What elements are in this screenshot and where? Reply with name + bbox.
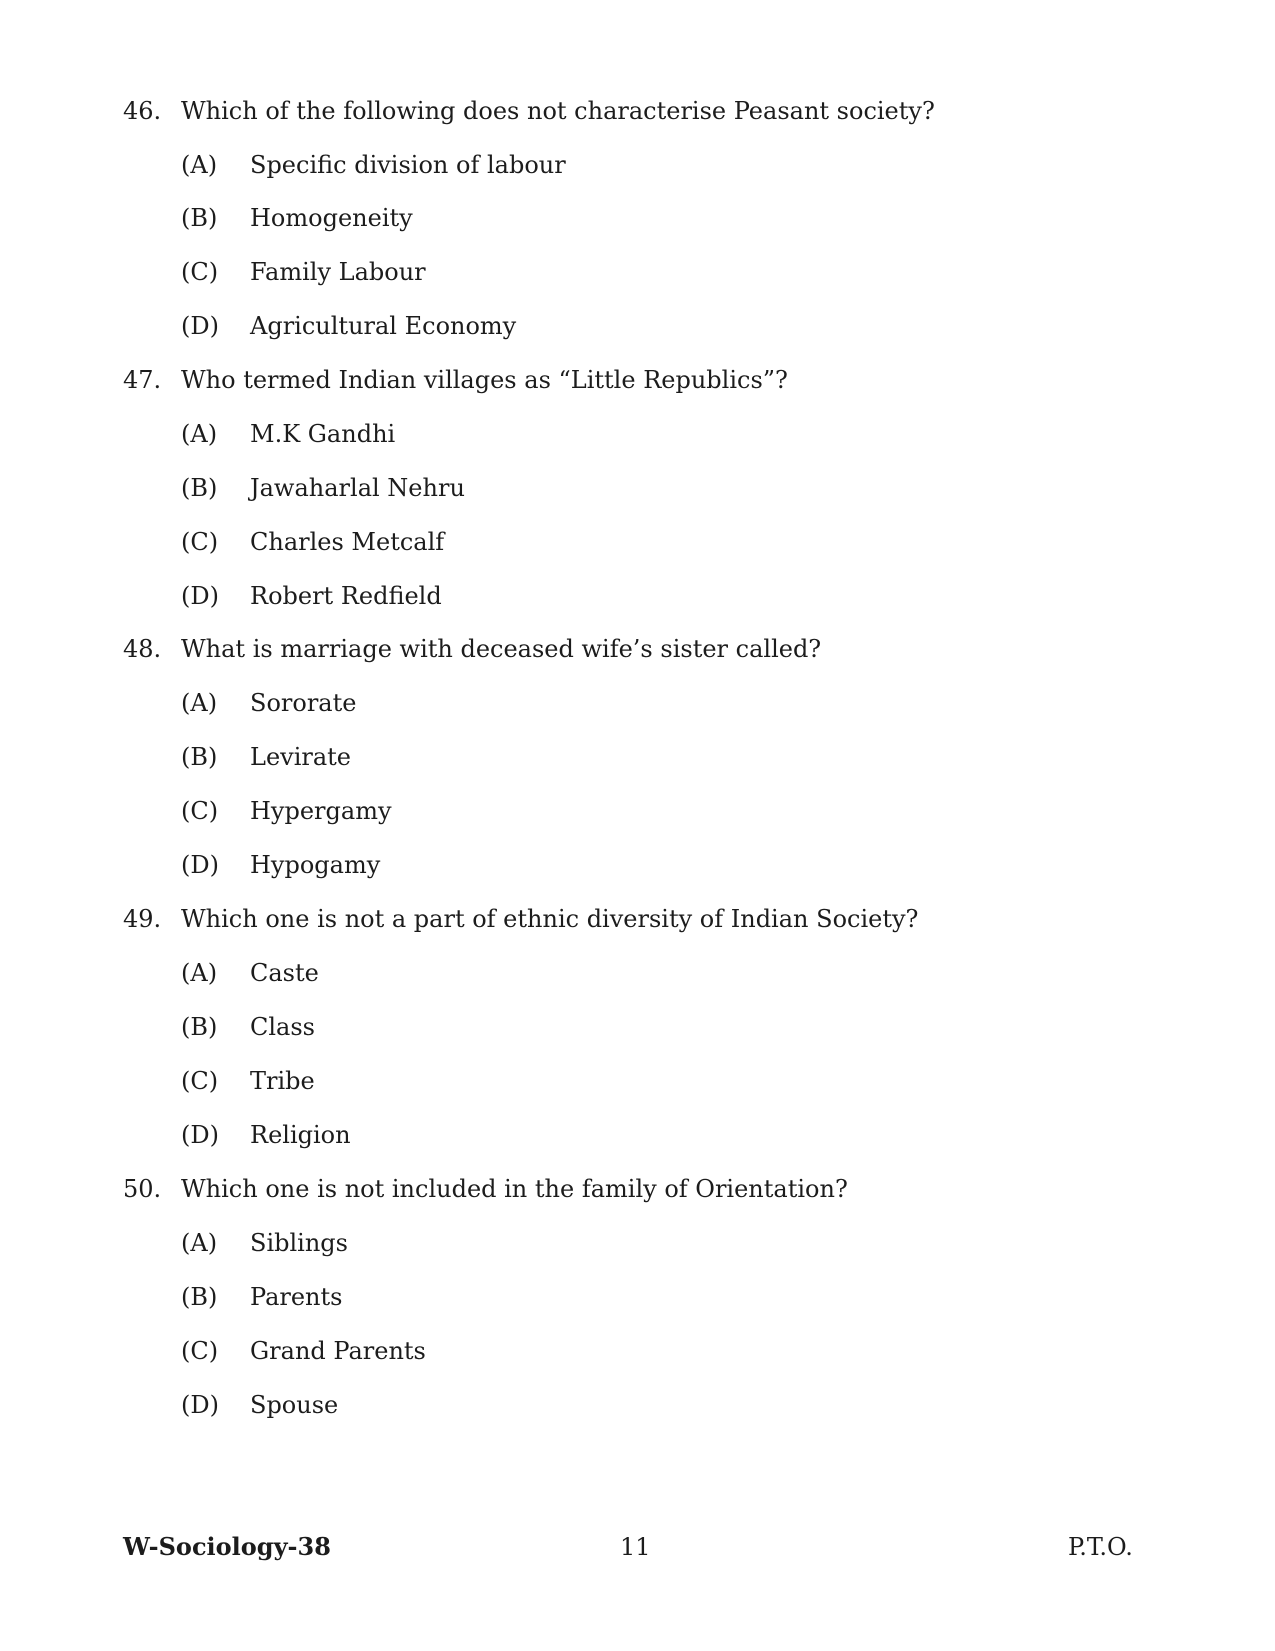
question-text: Which one is not included in the family of Orientation?	[181, 1175, 848, 1203]
question-text: Which one is not a part of ethnic diversity of Indian Society?	[181, 905, 919, 933]
option-c	[0, 527, 1275, 557]
option-b	[0, 742, 1275, 772]
question-number: 46.	[123, 97, 162, 125]
option-letter: (D)	[181, 312, 219, 340]
option-text: Sororate	[250, 689, 357, 717]
question-number: 47.	[123, 366, 162, 394]
option-letter: (A)	[181, 689, 218, 717]
question-text: Which of the following does not characterise Peasant society?	[181, 97, 935, 125]
option-letter: (D)	[181, 1121, 219, 1149]
option-text: Class	[250, 1013, 315, 1041]
option-letter: (B)	[181, 474, 218, 502]
page-number: 11	[620, 1533, 651, 1561]
option-letter: (C)	[181, 1337, 219, 1365]
option-d	[0, 850, 1275, 880]
option-text: Siblings	[250, 1229, 348, 1257]
option-b	[0, 1282, 1275, 1312]
option-text: Homogeneity	[250, 204, 413, 232]
option-text: Specific division of labour	[250, 151, 566, 179]
option-d	[0, 311, 1275, 341]
option-text: Family Labour	[250, 258, 426, 286]
question-number: 50.	[123, 1175, 162, 1203]
option-text: Robert Redfield	[250, 582, 442, 610]
option-a	[0, 958, 1275, 988]
option-text: Charles Metcalf	[250, 528, 445, 556]
option-b	[0, 203, 1275, 233]
option-text: Grand Parents	[250, 1337, 426, 1365]
option-text: Jawaharlal Nehru	[250, 474, 465, 502]
option-d	[0, 1120, 1275, 1150]
paper-code: W-Sociology-38	[123, 1532, 331, 1561]
option-letter: (B)	[181, 743, 218, 771]
option-letter: (D)	[181, 582, 219, 610]
option-c	[0, 257, 1275, 287]
option-b	[0, 473, 1275, 503]
option-text: Hypogamy	[250, 851, 381, 879]
please-turn-over-label: P.T.O.	[1068, 1533, 1133, 1561]
option-text: Levirate	[250, 743, 352, 771]
question-number: 48.	[123, 635, 162, 663]
option-letter: (A)	[181, 1229, 218, 1257]
option-letter: (D)	[181, 1391, 219, 1419]
option-letter: (C)	[181, 797, 219, 825]
option-letter: (C)	[181, 528, 219, 556]
option-d	[0, 1390, 1275, 1420]
option-a	[0, 150, 1275, 180]
page-footer	[0, 1530, 1275, 1564]
option-text: Parents	[250, 1283, 343, 1311]
option-text: Spouse	[250, 1391, 339, 1419]
option-d	[0, 581, 1275, 611]
option-text: Caste	[250, 959, 319, 987]
option-letter: (D)	[181, 851, 219, 879]
option-text: Hypergamy	[250, 797, 392, 825]
option-letter: (A)	[181, 959, 218, 987]
option-c	[0, 1336, 1275, 1366]
question-number: 49.	[123, 905, 162, 933]
option-letter: (B)	[181, 1013, 218, 1041]
question-text: What is marriage with deceased wife’s sister called?	[181, 635, 822, 663]
option-letter: (A)	[181, 151, 218, 179]
option-letter: (B)	[181, 1283, 218, 1311]
option-a	[0, 688, 1275, 718]
option-a	[0, 419, 1275, 449]
option-letter: (B)	[181, 204, 218, 232]
option-text: Agricultural Economy	[250, 312, 517, 340]
option-letter: (C)	[181, 258, 219, 286]
option-a	[0, 1228, 1275, 1258]
option-c	[0, 796, 1275, 826]
option-text: Tribe	[250, 1067, 315, 1095]
option-text: Religion	[250, 1121, 351, 1149]
question-text: Who termed Indian villages as “Little Republics”?	[181, 366, 788, 394]
option-letter: (C)	[181, 1067, 219, 1095]
option-text: M.K Gandhi	[250, 420, 396, 448]
option-letter: (A)	[181, 420, 218, 448]
option-c	[0, 1066, 1275, 1096]
option-b	[0, 1012, 1275, 1042]
